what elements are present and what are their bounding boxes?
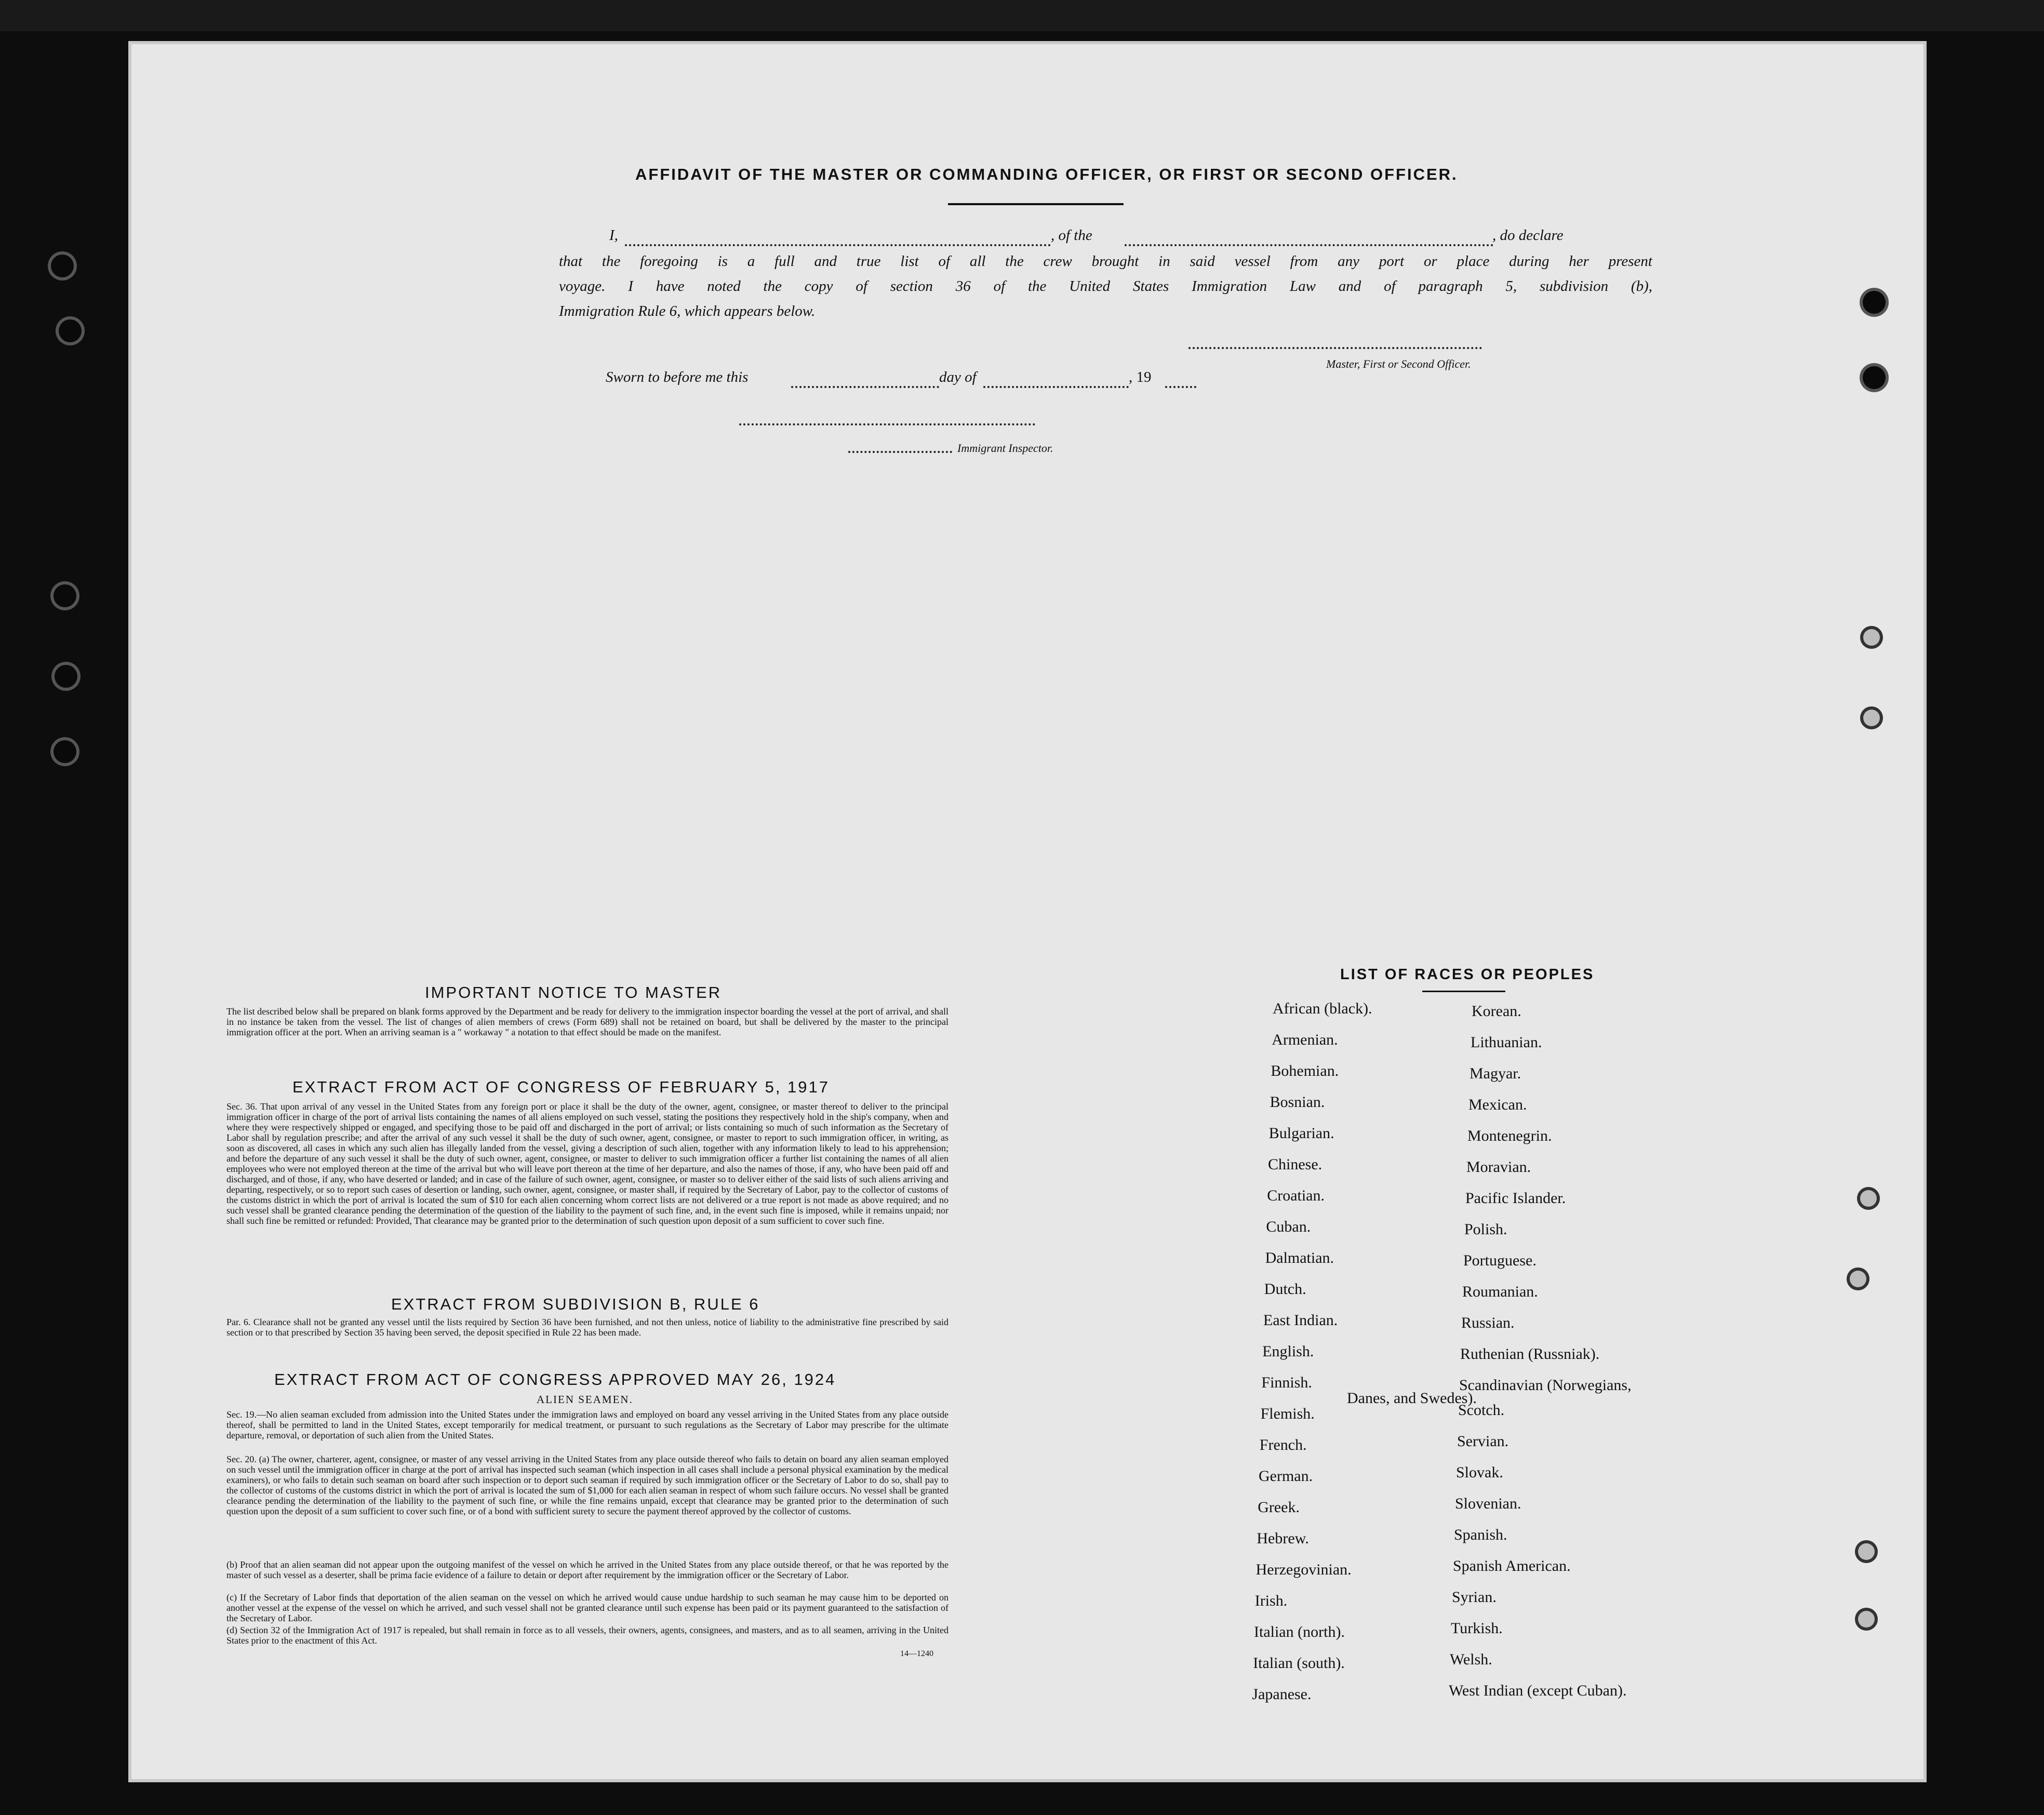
punch-hole — [54, 584, 76, 607]
race-item: German. — [1259, 1467, 1313, 1485]
race-item: Flemish. — [1260, 1405, 1315, 1422]
race-item: Slovenian. — [1455, 1495, 1521, 1512]
affidavit-line-2: that the foregoing is a full and true list of all the crew brought in said vessel from any port or place during her present — [559, 253, 1652, 270]
affidavit-title: AFFIDAVIT OF THE MASTER OR COMMANDING OFFICER, OR FIRST OR SECOND OFFICER. — [635, 165, 1458, 183]
race-item: Syrian. — [1452, 1589, 1497, 1606]
race-item: Spanish American. — [1453, 1557, 1571, 1574]
race-item: Finnish. — [1261, 1374, 1312, 1391]
race-item: Scandinavian (Norwegians, — [1459, 1377, 1632, 1394]
race-item: French. — [1259, 1436, 1307, 1453]
punch-hole — [1860, 626, 1883, 649]
race-item: Mexican. — [1468, 1096, 1527, 1113]
vessel-blank[interactable] — [1125, 244, 1493, 246]
affidavit-line-4: Immigration Rule 6, which appears below. — [559, 303, 816, 319]
race-item: Irish. — [1254, 1592, 1288, 1609]
extract-1917-title: EXTRACT FROM ACT OF CONGRESS OF FEBRUARY 5, 1917 — [292, 1078, 830, 1096]
race-item: Ruthenian (Russniak). — [1460, 1345, 1600, 1363]
sec20a-text: Sec. 20. (a) The owner, charterer, agent, consignee, or master of any vessel arriving in the United States from any place outside thereof who fails to detain on board any alien seaman employed on such vessel until the immigration officer in charge at the port of arrival has inspected such seaman (which inspection in all cases shall include a personal physical examination by the medical examiners), or who fails to detain such seaman on board after such inspection or to deport such seaman if required by such immigration officer or the Secretary of Labor to do so, shall pay to the collector of customs of the customs district in which the port of arrival is located the sum of $1,000 for each alien seaman in respect of whom such failure occurs. No vessel shall be granted clearance pending the determination of the liability to the payment of such fine, or while the fine remains unpaid, except that clearance may be granted prior to the determination of such question upon the deposit of a sum sufficient to cover such fine, or of a bond with sufficient surety to secure the payment thereof approved by the collector of customs. — [226, 1454, 948, 1516]
race-item: Roumanian. — [1462, 1283, 1538, 1300]
title-underline — [948, 203, 1124, 205]
race-item: African (black). — [1273, 1000, 1372, 1017]
race-item: Italian (south). — [1253, 1654, 1345, 1672]
race-item: Portuguese. — [1463, 1252, 1537, 1269]
year-blank[interactable] — [1165, 386, 1196, 388]
race-item: Herzegovinian. — [1255, 1561, 1352, 1578]
extract-1924-title: EXTRACT FROM ACT OF CONGRESS APPROVED MAY 26, 1924 — [274, 1370, 836, 1389]
document-page — [131, 44, 1923, 1779]
inspector-name-blank[interactable] — [848, 451, 952, 453]
affidavit-declare: , do declare — [1492, 227, 1564, 244]
name-blank[interactable] — [625, 244, 1051, 246]
punch-hole — [1863, 366, 1886, 389]
extract-1917-text: Sec. 36. That upon arrival of any vessel in the United States from any foreign port or place it shall be the duty of the owner, agent, consignee, or master thereof to deliver to the principal immigration officer in charge of the port of arrival lists containing the names of all aliens employed on such vessel, stating the positions they respectively hold in the ship's company, when and where they were respectively shipped or engaged, and specifying those to be paid off and discharged in the port of arrival; or lists containing so much of such information as the Secretary of Labor shall by regulation prescribe; and after the arrival of any such vessel it shall be the duty of such owner, agent, consignee, or master to report to such immigration officer, in writing, as soon as discovered, all cases in which any such alien has illegally landed from the vessel, giving a description of such alien, together with any information likely to lead to his apprehension; and before the departure of any such vessel it shall be the duty of such owner, agent, consignee, or master to deliver to such immigration officer a further list containing the names of all alien employees who were not employed thereon at the time of the arrival but who will leave port thereon at the time of her departure, and also the names of those, if any, who have been paid off and discharged, and of those, if any, who have deserted or landed; and in case of the failure of such owner, agent, consignee, or master so to deliver either of the said lists of such aliens arriving and departing, respectively, or so to report such cases of desertion or landing, such owner, agent, consignee, or master shall, if required by the Secretary of Labor, pay to the collector of customs of the customs district in which the port of arrival is located the sum of $10 for each alien concerning whom correct lists are not delivered or a true report is not made as above required; and no such vessel shall be granted clearance pending the determination of the question of the liability to the payment of such fine, and, in the event such fine is imposed, while it remains unpaid; nor shall such fine be remitted or refunded: Provided, That clearance may be granted prior to the determination of such question upon deposit of a sum sufficient to cover such fine. — [226, 1101, 948, 1226]
alien-seamen-subtitle: ALIEN SEAMEN. — [537, 1393, 633, 1406]
punch-hole — [55, 665, 77, 688]
race-item: Polish. — [1464, 1221, 1507, 1238]
race-item: Scotch. — [1458, 1402, 1505, 1419]
notice-title: IMPORTANT NOTICE TO MASTER — [425, 983, 722, 1002]
punch-hole — [51, 255, 74, 277]
affidavit-of-the: , of the — [1051, 227, 1092, 244]
race-item: Italian (north). — [1254, 1623, 1345, 1640]
race-item: East Indian. — [1263, 1312, 1338, 1329]
punch-hole — [1857, 1187, 1880, 1210]
day-blank[interactable] — [791, 386, 939, 388]
race-item: Magyar. — [1469, 1065, 1521, 1082]
affidavit-line-i: I, — [609, 227, 618, 244]
race-item: Chinese. — [1268, 1156, 1322, 1173]
sec20d-text: (d) Section 32 of the Immigration Act of 1917 is repealed, but shall remain in force as to all vessels, their owners, agents, consignees, and masters, and as to all seamen, arriving in the United States prior to the enactment of this Act. — [226, 1625, 948, 1646]
race-item: Korean. — [1472, 1003, 1521, 1020]
race-item: Russian. — [1461, 1314, 1515, 1331]
race-item: Servian. — [1457, 1433, 1509, 1450]
race-item: Turkish. — [1451, 1620, 1503, 1637]
form-number: 14—1240 — [900, 1649, 933, 1658]
race-item: Dutch. — [1264, 1280, 1306, 1298]
race-item: Welsh. — [1450, 1651, 1492, 1668]
race-item: Bohemian. — [1271, 1062, 1339, 1079]
month-blank[interactable] — [983, 386, 1129, 388]
race-item: Danes, and Swedes). — [1347, 1390, 1477, 1407]
race-item: English. — [1262, 1343, 1314, 1360]
rule6-text: Par. 6. Clearance shall not be granted any vessel until the lists required by Section 36 have been furnished, and not then unless, notice of liability to the administrative fine prescribed by said section or to that prescribed by Section 35 having been served, the deposit specified in Rule 22 has been made. — [226, 1317, 948, 1338]
race-item: Bulgarian. — [1268, 1125, 1334, 1142]
sec20b-text: (b) Proof that an alien seaman did not appear upon the outgoing manifest of the vessel on which he arrived in the United States from any place outside thereof, or that he was reported by the master of such vessel as a deserter, shall be prima facie evidence of a failure to detain or deport after requirement by the immigration officer or the Secretary of Labor. — [226, 1559, 948, 1580]
punch-hole — [1855, 1540, 1878, 1563]
sec20c-text: (c) If the Secretary of Labor finds that deportation of the alien seaman on the vessel on which he arrived would cause undue hardship to such seaman he may cause him to be deported on another vessel at the expense of the vessel on which he arrived, and such vessel shall not be granted clearance until such expense has been paid or its payment guaranteed to the satisfaction of the Secretary of Labor. — [226, 1592, 948, 1623]
race-item: Armenian. — [1272, 1031, 1338, 1048]
race-item: Greek. — [1258, 1499, 1300, 1516]
race-item: Hebrew. — [1257, 1530, 1309, 1547]
sec19-text: Sec. 19.—No alien seaman excluded from admission into the United States under the immigration laws and employed on board any vessel arriving in the United States from any place outside thereof, shall be permitted to land in the United States, except temporarily for medical treatment, or pursuant to such regulations as the Secretary of Labor may prescribe for the ultimate departure, removal, or deportation of such alien from the United States. — [226, 1409, 948, 1440]
sworn-text: Sworn to before me this — [606, 369, 749, 385]
races-title-underline — [1422, 991, 1505, 992]
race-item: Moravian. — [1466, 1158, 1531, 1176]
punch-hole — [54, 740, 76, 763]
race-item: Bosnian. — [1270, 1093, 1325, 1111]
race-item: Cuban. — [1266, 1218, 1311, 1235]
signature-blank[interactable] — [1188, 347, 1482, 349]
inspector-signature-blank[interactable] — [739, 423, 1035, 425]
race-item: Montenegrin. — [1467, 1127, 1552, 1144]
races-title: LIST OF RACES OR PEOPLES — [1340, 966, 1595, 983]
inspector-label: Immigrant Inspector. — [957, 442, 1053, 455]
punch-hole — [1847, 1267, 1869, 1290]
race-item: Croatian. — [1267, 1187, 1325, 1204]
race-item: West Indian (except Cuban). — [1449, 1682, 1627, 1699]
punch-hole — [1855, 1608, 1878, 1631]
race-item: Spanish. — [1454, 1526, 1507, 1543]
affidavit-line-3: voyage. I have noted the copy of section 36 of the United States Immigration Law and of paragraph 5, subdivision (b), — [559, 278, 1652, 295]
punch-hole — [1863, 291, 1886, 314]
day-of-text: day of — [939, 369, 977, 385]
rule6-title: EXTRACT FROM SUBDIVISION B, RULE 6 — [391, 1295, 760, 1313]
scan-top-edge — [0, 0, 2044, 31]
race-item: Dalmatian. — [1265, 1249, 1334, 1266]
race-item: Pacific Islander. — [1465, 1190, 1566, 1207]
signature-label: Master, First or Second Officer. — [1326, 357, 1471, 370]
punch-hole — [59, 319, 82, 342]
notice-text: The list described below shall be prepared on blank forms approved by the Department and be ready for delivery to the immigration inspector boarding the vessel at the port of arrival, and shall in no instance be taken from the vessel. The list of changes of alien members of crews (Form 689) shall not be retained on board, but shall be delivered by the master to the principal immigration officer at the port. When an arriving seaman is a " workaway " a notation to that effect should be made on the manifest. — [226, 1006, 948, 1037]
punch-hole — [1860, 706, 1883, 729]
year-prefix: , 19 — [1129, 369, 1152, 385]
race-item: Slovak. — [1456, 1464, 1503, 1481]
race-item: Japanese. — [1252, 1686, 1312, 1703]
race-item: Lithuanian. — [1471, 1034, 1542, 1051]
